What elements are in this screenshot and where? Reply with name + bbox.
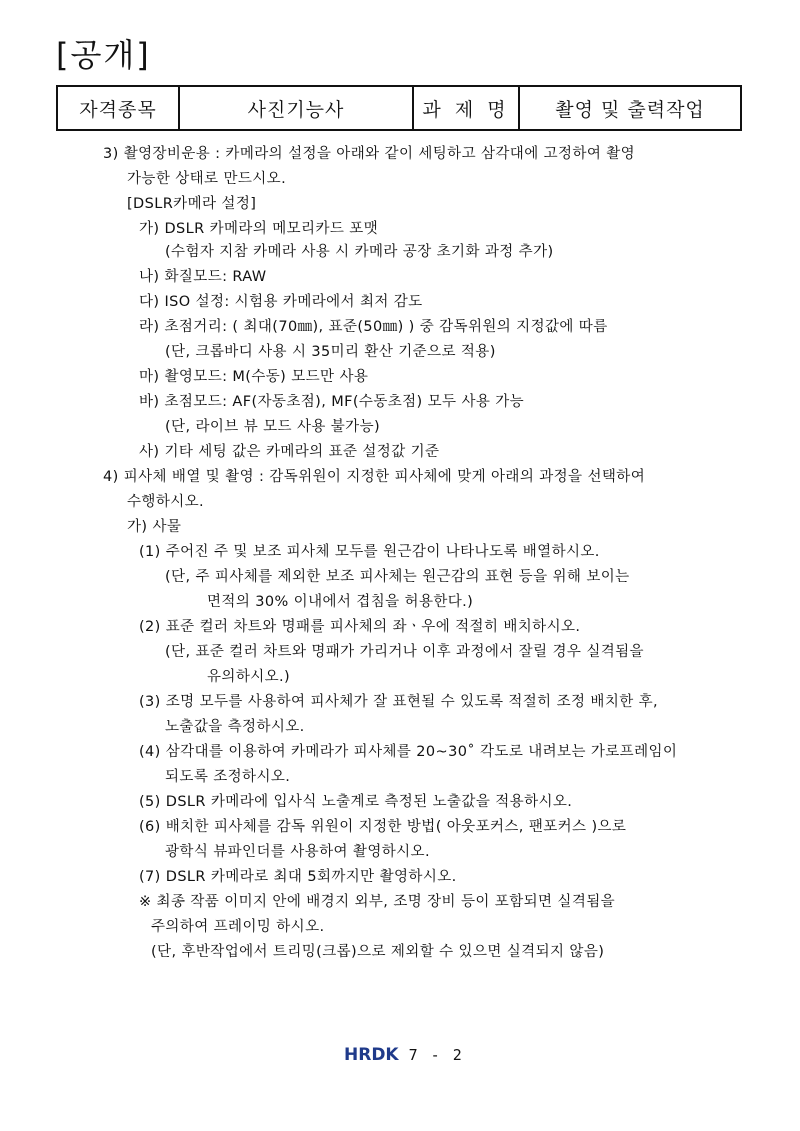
text-line: 라) 초점거리: ( 최대(70㎜), 표준(50㎜) ) 중 감독위원의 지정값에 따름: [139, 319, 608, 335]
text-line: (단, 주 피사체를 제외한 보조 피사체는 원근감의 표현 등을 위해 보이는: [165, 569, 630, 585]
text-line: (단, 크롭바디 사용 시 35미리 환산 기준으로 적용): [165, 344, 496, 360]
text-line: (단, 표준 컬러 차트와 명패가 가리거나 이후 과정에서 잘릴 경우 실격됨을: [165, 644, 644, 660]
text-line: 바) 초점모드: AF(자동초점), MF(수동초점) 모두 사용 가능: [139, 394, 525, 410]
hrdk-logo: HRDK: [344, 1045, 399, 1065]
public-badge: [공개]: [56, 36, 151, 74]
text-line: 3) 촬영장비운용 : 카메라의 설정을 아래와 같이 세팅하고 삼각대에 고정하여 촬영: [103, 146, 636, 162]
category-value: 사진기능사: [179, 86, 413, 130]
text-line: 되도록 조정하시오.: [165, 769, 291, 785]
text-line: 면적의 30% 이내에서 겹침을 허용한다.): [207, 594, 474, 610]
text-line: 다) ISO 설정: 시험용 카메라에서 최저 감도: [139, 294, 423, 310]
text-line: 사) 기타 세팅 값은 카메라의 표준 설정값 기준: [139, 444, 440, 460]
page-footer: [344, 1045, 464, 1065]
text-line: (4) 삼각대를 이용하여 카메라가 피사체를 20~30˚ 각도로 내려보는 가로프레임이: [139, 744, 678, 760]
text-line: (단, 후반작업에서 트리밍(크롭)으로 제외할 수 있으면 실격되지 않음): [151, 944, 605, 960]
page-number: 7 - 2: [408, 1046, 464, 1064]
text-line: 수행하시오.: [127, 494, 205, 510]
label-category: 자격종목: [57, 86, 179, 130]
label-task: [413, 86, 519, 130]
text-line: 가) 사물: [127, 519, 182, 535]
text-line: (단, 라이브 뷰 모드 사용 불가능): [165, 419, 381, 435]
text-line: 광학식 뷰파인더를 사용하여 촬영하시오.: [165, 844, 430, 860]
text-line: 유의하시오.): [207, 669, 291, 685]
text-line: 나) 화질모드: RAW: [139, 269, 267, 285]
text-line: 가능한 상태로 만드시오.: [127, 171, 287, 187]
text-line: 마) 촬영모드: M(수동) 모드만 사용: [139, 369, 369, 385]
text-line: 가) DSLR 카메라의 메모리카드 포맷: [139, 221, 379, 237]
header-row: [57, 86, 741, 130]
text-line: 4) 피사체 배열 및 촬영 : 감독위원이 지정한 피사체에 맞게 아래의 과정을 선택하여: [103, 469, 646, 485]
text-line: (6) 배치한 피사체를 감독 위원이 지정한 방법( 아웃포커스, 팬포커스 )으로: [139, 819, 627, 835]
text-line: (수험자 지참 카메라 사용 시 카메라 공장 초기화 과정 추가): [165, 244, 554, 260]
text-line: (7) DSLR 카메라로 최대 5회까지만 촬영하시오.: [139, 869, 457, 885]
label-task-text: 과 제 명: [422, 98, 510, 121]
text-line: [DSLR카메라 설정]: [127, 196, 257, 212]
task-value: 촬영 및 출력작업: [519, 86, 741, 130]
text-line: 노출값을 측정하시오.: [165, 719, 305, 735]
header-table: [56, 85, 742, 131]
text-line: (2) 표준 컬러 차트와 명패를 피사체의 좌ㆍ우에 적절히 배치하시오.: [139, 619, 581, 635]
text-line: (5) DSLR 카메라에 입사식 노출계로 측정된 노출값을 적용하시오.: [139, 794, 573, 810]
text-line: 주의하여 프레이밍 하시오.: [151, 919, 325, 935]
text-line: ※ 최종 작품 이미지 안에 배경지 외부, 조명 장비 등이 포함되면 실격됨을: [139, 894, 616, 910]
text-line: (1) 주어진 주 및 보조 피사체 모두를 원근감이 나타나도록 배열하시오.: [139, 544, 600, 560]
text-line: (3) 조명 모두를 사용하여 피사체가 잘 표현될 수 있도록 적절히 조정 배치한 후,: [139, 694, 659, 710]
